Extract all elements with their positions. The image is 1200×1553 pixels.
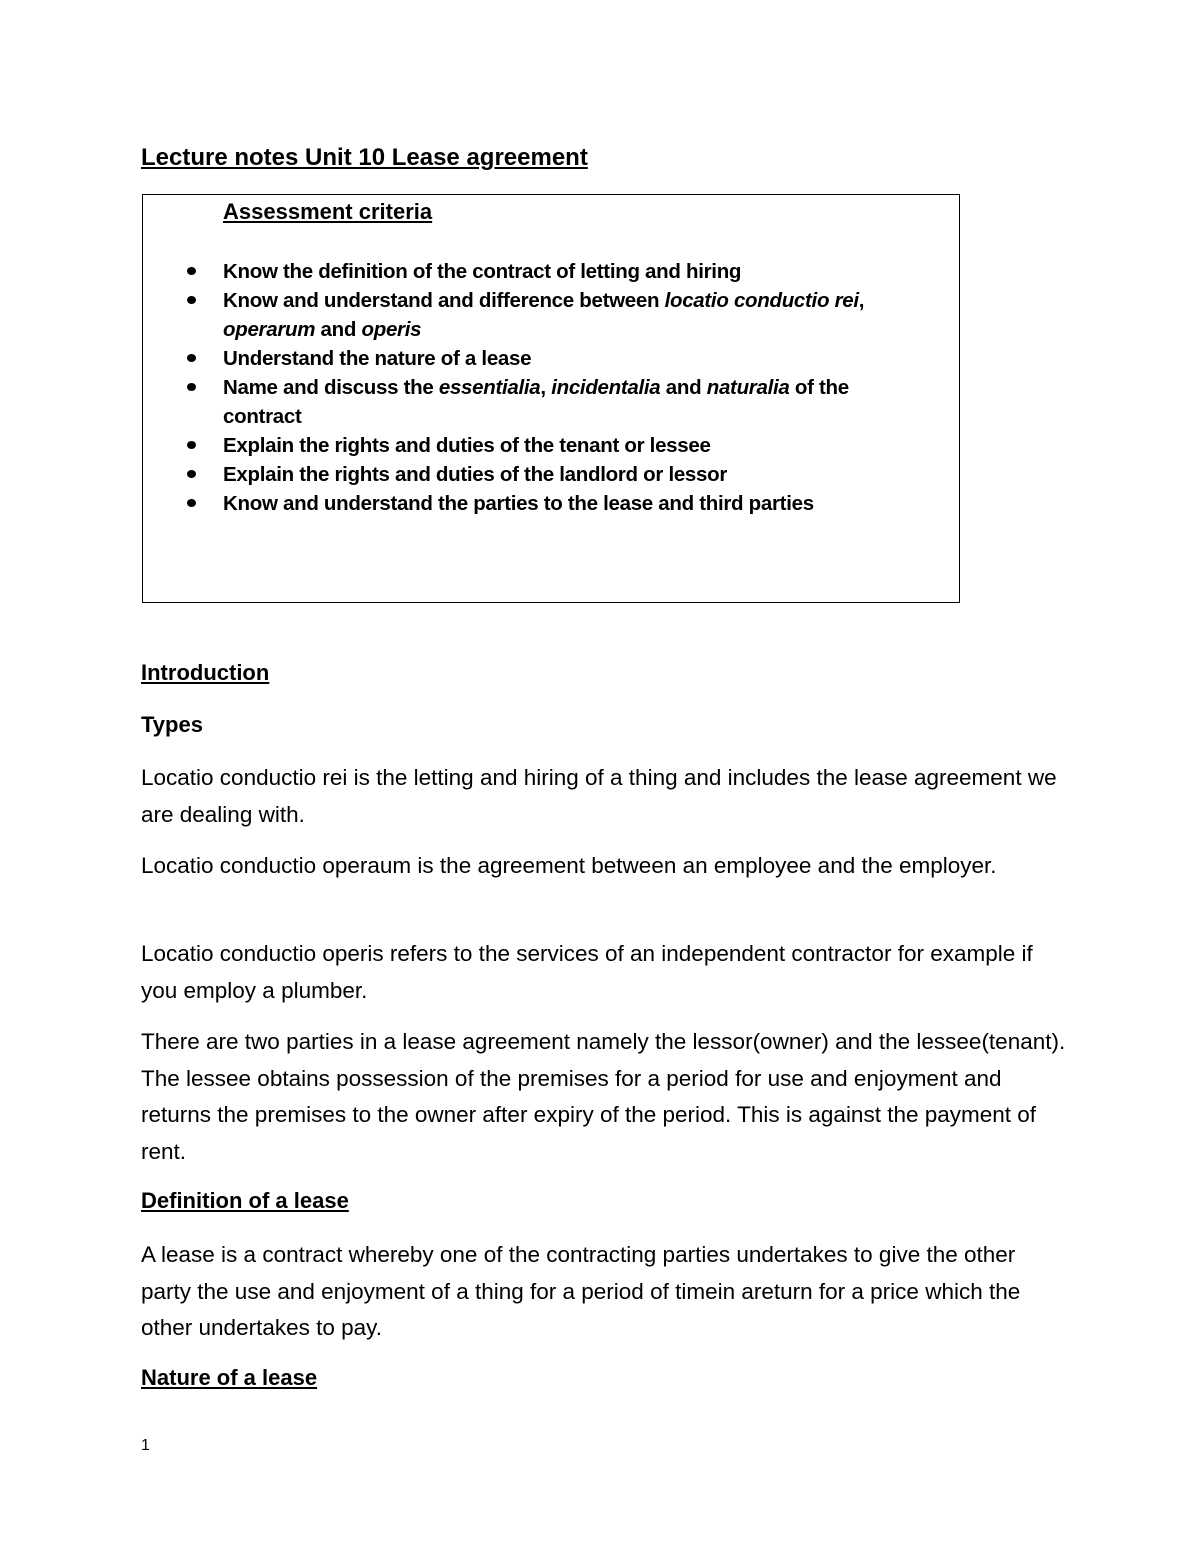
types-heading: Types [141, 712, 203, 737]
introduction-heading: Introduction [141, 660, 270, 685]
page-number: 1 [141, 1437, 150, 1454]
bullet-icon [187, 499, 196, 507]
criteria-item: Explain the rights and duties of the tenant or lessee [183, 431, 923, 460]
criteria-item: Name and discuss the essentialia, incidentalia and naturalia of the contract [183, 373, 923, 431]
bullet-icon [187, 441, 196, 449]
bullet-icon [187, 354, 196, 362]
criteria-item: Know and understand and difference between locatio conductio rei, operarum and operis [183, 286, 923, 344]
bullet-icon [187, 267, 196, 275]
bullet-icon [187, 296, 196, 304]
criteria-item: Know the definition of the contract of letting and hiring [183, 257, 923, 286]
definition-heading: Definition of a lease [141, 1188, 349, 1213]
document-title: Lecture notes Unit 10 Lease agreement [141, 144, 588, 171]
paragraph-locatio-operis: Locatio conductio operis refers to the services of an independent contractor for example if you employ a plumber. [141, 941, 1033, 1003]
paragraph-locatio-rei: Locatio conductio rei is the letting and hiring of a thing and includes the lease agreement we are dealing with. [141, 765, 1057, 827]
criteria-item: Know and understand the parties to the lease and third parties [183, 489, 923, 518]
paragraph-definition: A lease is a contract whereby one of the contracting parties undertakes to give the other party the use and enjoyment of a thing for a period of timein areturn for a price which the other undertakes to pay. [141, 1242, 1021, 1340]
assessment-criteria-list [183, 257, 923, 518]
paragraph-locatio-operaum: Locatio conductio operaum is the agreement between an employee and the employer. [141, 853, 997, 878]
assessment-criteria-box [142, 194, 960, 603]
bullet-icon [187, 470, 196, 478]
criteria-item: Understand the nature of a lease [183, 344, 923, 373]
paragraph-parties: There are two parties in a lease agreement namely the lessor(owner) and the lessee(tenant). The lessee obtains possession of the premises for a period for use and enjoyment and returns the premises to the owner after expiry of the period. This is against the payment of rent. [141, 1029, 1066, 1164]
assessment-criteria-heading: Assessment criteria [223, 199, 433, 224]
bullet-icon [187, 383, 196, 391]
nature-heading: Nature of a lease [141, 1365, 318, 1390]
criteria-item: Explain the rights and duties of the landlord or lessor [183, 460, 923, 489]
